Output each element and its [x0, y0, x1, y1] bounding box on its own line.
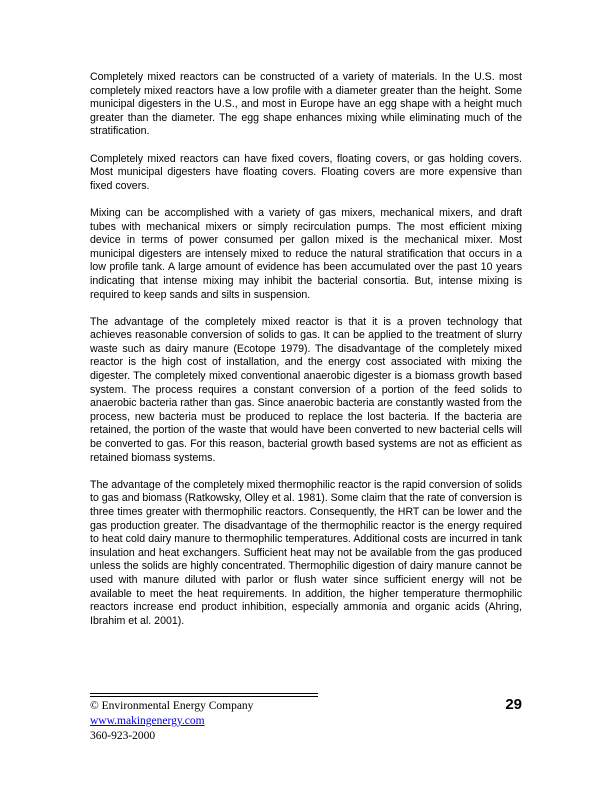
footer-company: © Environmental Energy Company: [90, 700, 254, 712]
footer-divider: [90, 693, 318, 697]
paragraph-thermophilic-reactor: The advantage of the completely mixed thermophilic reactor is the rapid conversion of solids to gas and biomass (Ratkowsky, Olley et al. 1981). Some claim that the rate of conversion is three times greater with thermophilic reactors. Consequently, the HRT can be lower and the gas production greater. The disadvantage of the thermophilic reactor is the energy required to heat cold dairy manure to thermophilic temperatures. Additional costs are incurred in tank insulation and heat exchangers. Sufficient heat may not be available from the gas produced unless the solids are highly concentrated. Thermophilic digestion of dairy manure cannot be used with manure diluted with parlor or flush water since sufficient energy will not be available to meet the heat requirements. In addition, the higher temperature thermophilic reactors increase end product inhibition, especially ammonia and organic acids (Ahring, Ibrahim et al. 2001).: [90, 478, 522, 627]
paragraph-completely-mixed-advantages: The advantage of the completely mixed reactor is that it is a proven technology that achieves reasonable conversion of solids to gas. It can be applied to the treatment of slurry waste such as dairy manure (Ecotope 1979). The disadvantage of the completely mixed reactor is the high cost of installation, and the energy cost associated with mixing the digester. The completely mixed conventional anaerobic digester is a biomass growth based system. The process requires a constant conversion of a portion of the feed solids to anaerobic bacteria rather than gas. Since anaerobic bacteria are constantly wasted from the process, new bacteria must be produced to replace the lost bacteria. If the bacteria are retained, the portion of the waste that would have been converted to new bacterial cells will be converted to gas. For this reason, bacterial growth based systems are not as efficient as retained biomass systems.: [90, 315, 522, 464]
footer-phone: 360-923-2000: [90, 730, 156, 742]
paragraph-mixing: Mixing can be accomplished with a variety of gas mixers, mechanical mixers, and draft tubes with mechanical mixers or simply recirculation pumps. The most efficient mixing device in terms of power consumed per gallon mixed is the mechanical mixer. Most municipal digesters are intensely mixed to reduce the natural stratification that occurs in a low profile tank. A large amount of evidence has been accumulated over the past 10 years indicating that intense mixing may inhibit the bacterial consortia. But, intense mixing is required to keep sands and silts in suspension.: [90, 206, 522, 301]
page-footer: [90, 696, 522, 744]
paragraph-reactor-materials: Completely mixed reactors can be constructed of a variety of materials. In the U.S. most completely mixed reactors have a low profile with a diameter greater than the height. Some municipal digesters in the U.S., and most in Europe have an egg shape with a height much greater than the diameter. The egg shape enhances mixing while eliminating much of the stratification.: [90, 71, 522, 138]
footer-website-link[interactable]: www.makingenergy.com: [90, 715, 205, 727]
paragraph-reactor-covers: Completely mixed reactors can have fixed covers, floating covers, or gas holding covers. Most municipal digesters have floating covers. Floating covers are more expensive than fixed covers.: [90, 152, 522, 192]
page-number: 29: [505, 696, 522, 713]
document-body: [90, 71, 522, 642]
